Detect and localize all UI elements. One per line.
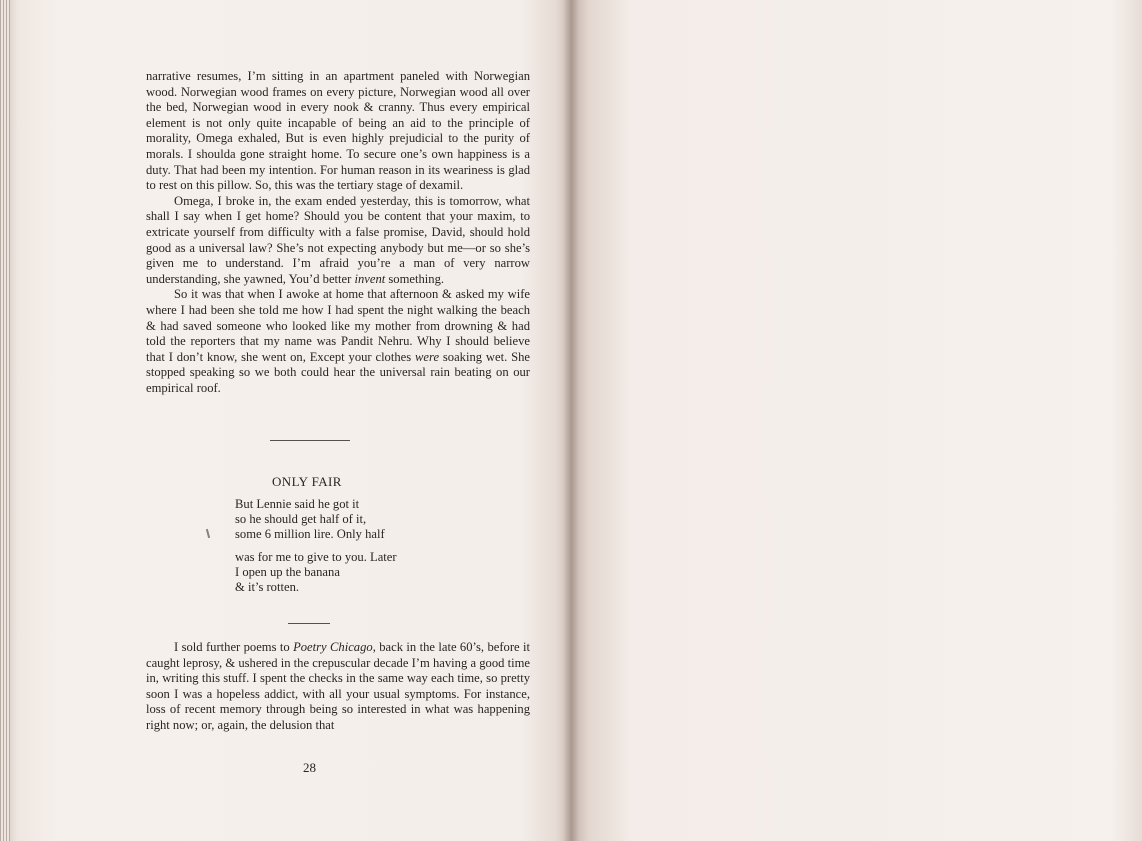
- paragraph-text: Omega, I broke in, the exam ended yesterday, this is tomorrow, what shall I say when I get home? Should you be content that your maxim, to extricate yourself from difficulty with a false promise, David, should hold good as a universal law? She’s not expecting anybody but me—or so she’s given me to understand. I’m afraid you’re a man of very narrow understanding, she yawned, You’d better: [146, 193, 530, 286]
- section-divider: [270, 440, 350, 441]
- section-divider: [288, 623, 330, 624]
- left-page-bottom-text: [146, 640, 530, 734]
- poem-line: so he should get half of it,: [235, 512, 367, 527]
- poem-line: some 6 million lire. Only half: [235, 527, 385, 542]
- stray-mark: [206, 529, 210, 538]
- paragraph-text: soaking wet. She stopped speaking so we both could hear the universal rain beating on our empirical roof.: [146, 349, 530, 395]
- paragraph-text: , back in the late 60’s, before it caught leprosy, & ushered in the crepuscular decade I’m having a good time in, writing this stuff. I spent the checks in the same way each time, so pretty soon I was a hopeless addict, with all your usual symptoms. For instance, loss of recent memory through being so interested in what was happening right now; or, again, the delusion that: [146, 640, 530, 732]
- paragraph: [146, 287, 530, 396]
- left-page-top-text: [146, 69, 530, 396]
- paragraph: narrative resumes, I’m sitting in an apartment paneled with Norwegian wood. Norwegian wood frames on every picture, Norwegian wood all over the bed, Norwegian wood in every nook & cranny. Thus every empirical element is not only quite incapable of being an aid to the principle of morality, Omega exhaled, But is even highly prejudicial to the purity of morals. I shoulda gone straight home. To secure one’s own happiness is a duty. That had been my intention. For human reason in its weariness is glad to rest on this pillow. So, this was the tertiary stage of dexamil.: [146, 69, 530, 193]
- page-number: 28: [303, 760, 316, 775]
- paragraph-text: So it was that when I awoke at home that afternoon & asked my wife where I had been she told me how I had spent the night walking the beach & had saved someone who looked like my mother from drowning & had told the reporters that my name was Pandit Nehru. Why I should believe that I don’t know, she went on, Except your clothes: [146, 287, 530, 364]
- poem: [235, 497, 397, 602]
- poem-title: ONLY FAIR: [272, 474, 342, 489]
- page-edge-stack: [0, 0, 10, 841]
- poem-stanza: [235, 550, 397, 596]
- paragraph: [146, 194, 530, 288]
- book-gutter: [563, 0, 579, 841]
- paragraph-text: something.: [385, 271, 445, 286]
- paragraph: [146, 640, 530, 734]
- poem-line: & it’s rotten.: [235, 580, 300, 595]
- poem-stanza: [235, 497, 397, 543]
- italic-word: were: [415, 349, 440, 364]
- poem-line: But Lennie said he got it: [235, 497, 360, 511]
- italic-title: Poetry Chicago: [293, 640, 373, 654]
- paragraph-text: I sold further poems to: [174, 640, 294, 654]
- poem-line: was for me to give to you. Later: [235, 549, 397, 564]
- poem-line: I open up the banana: [235, 564, 340, 579]
- italic-word: invent: [354, 271, 386, 286]
- right-page: [571, 0, 1142, 841]
